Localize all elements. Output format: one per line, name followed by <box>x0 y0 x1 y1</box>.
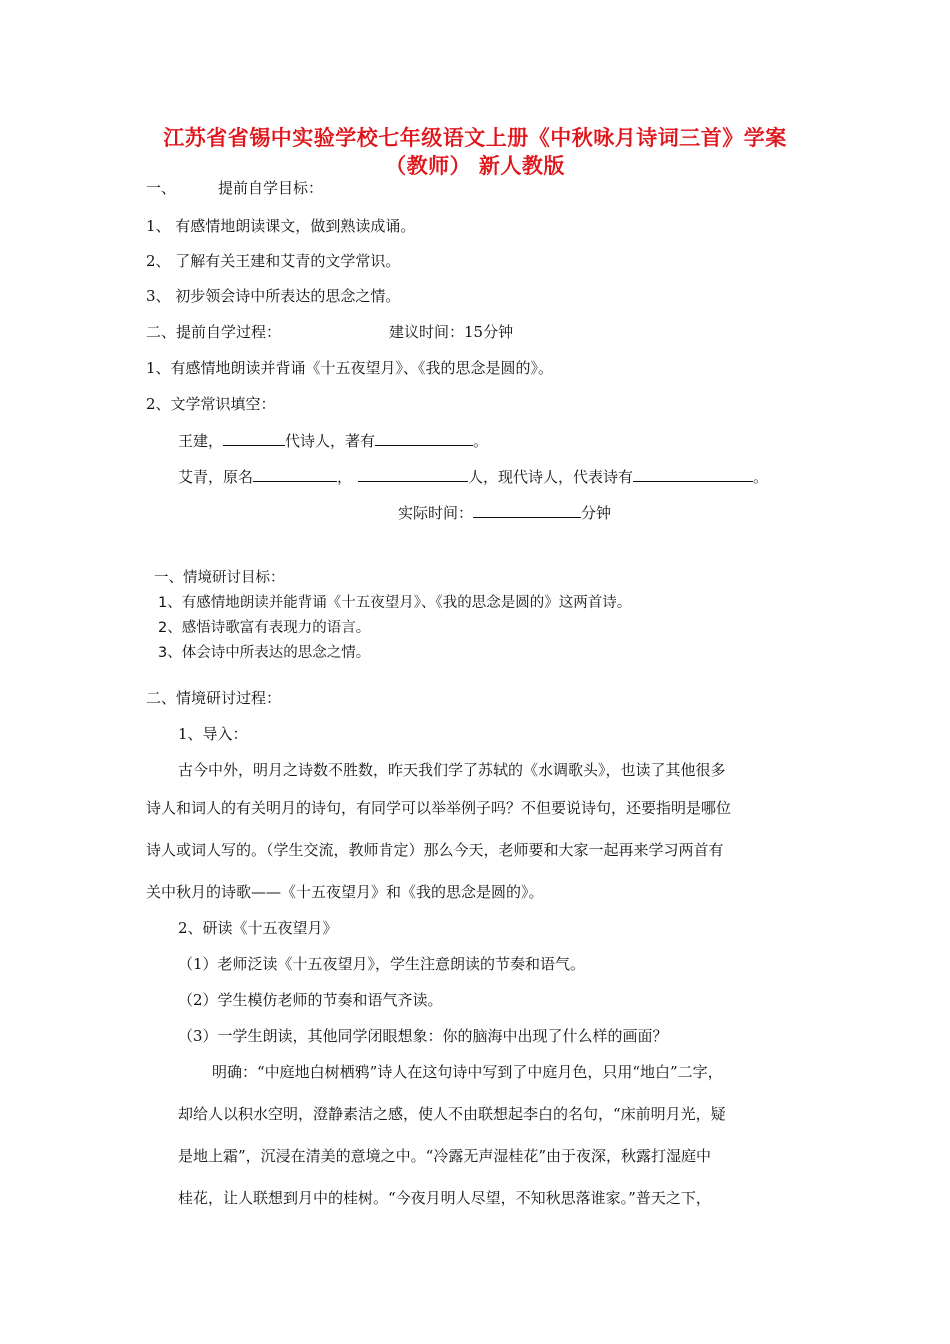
fill-text: 王建， <box>178 432 224 450</box>
actual-time <box>398 502 611 523</box>
pre-study-step-1: 1、有感情地朗读并背诵《十五夜望月》、《我的思念是圆的》。 <box>146 359 554 377</box>
fill-blank-dynasty[interactable] <box>223 430 285 446</box>
suggested-time: 建议时间：15分钟 <box>389 323 514 341</box>
document-title-line-1: 江苏省省锡中实验学校七年级语文上册《中秋咏月诗词三首》学案 <box>163 125 787 150</box>
process-heading-text: 二、提前自学过程： <box>146 323 282 341</box>
pre-study-goal-1: 1、 有感情地朗读课文，做到熟读成诵。 <box>146 217 416 235</box>
pre-study-process-heading <box>146 322 513 342</box>
intro-paragraph-line-2: 诗人和词人的有关明月的诗句，有同学可以举举例子吗？不但要说诗句，还要指明是哪位 <box>146 799 732 817</box>
answer-line-2: 却给人以积水空明，澄静素洁之感，使人不由联想起李白的名句，“床前明月光，疑 <box>178 1105 726 1123</box>
fill-text: 。 <box>473 432 489 450</box>
document-title-line-2: （教师） 新人教版 <box>385 153 565 178</box>
fill-in-wangjian <box>178 430 488 451</box>
heading-number: 一、 <box>146 179 177 197</box>
answer-line-1: 明确：“中庭地白树栖鸦”诗人在这句诗中写到了中庭月色，只用“地白”二字， <box>212 1063 723 1081</box>
fill-blank-hometown[interactable] <box>358 466 468 482</box>
pre-study-goal-3: 3、 初步领会诗中所表达的思念之情。 <box>146 287 401 305</box>
actual-time-label: 实际时间： <box>398 504 474 522</box>
pre-study-step-2: 2、文学常识填空： <box>146 395 276 413</box>
fill-blank-works[interactable] <box>375 430 473 446</box>
study-step-2: （2）学生模仿老师的节奏和语气齐读。 <box>178 991 443 1009</box>
intro-paragraph-line-3: 诗人或词人写的。（学生交流，教师肯定）那么今天，老师要和大家一起再来学习两首有 <box>146 841 724 859</box>
intro-paragraph-line-1: 古今中外，明月之诗数不胜数，昨天我们学了苏轼的《水调歌头》，也读了其他很多 <box>178 761 726 779</box>
fill-text: 人，现代诗人，代表诗有 <box>468 468 634 486</box>
situation-goal-3: 3、体会诗中所表达的思念之情。 <box>158 645 371 661</box>
intro-paragraph-line-4: 关中秋月的诗歌——《十五夜望月》和《我的思念是圆的》。 <box>146 883 544 901</box>
situation-goal-2: 2、感悟诗歌富有表现力的语言。 <box>158 620 371 636</box>
fill-blank-representative-works[interactable] <box>633 466 753 482</box>
actual-time-unit: 分钟 <box>581 504 612 522</box>
situation-process-heading: 二、情境研讨过程： <box>146 689 282 707</box>
study-poem-heading: 2、研读《十五夜望月》 <box>178 919 338 937</box>
study-step-3: （3）一学生朗读，其他同学闭眼想象：你的脑海中出现了什么样的画面？ <box>178 1027 668 1045</box>
fill-text: ， <box>337 468 353 486</box>
fill-blank-original-name[interactable] <box>253 466 337 482</box>
heading-text: 提前自学目标： <box>218 179 324 197</box>
fill-in-aiqing <box>178 466 768 487</box>
answer-line-3: 是地上霜”，沉浸在清美的意境之中。“冷露无声湿桂花”由于夜深，秋露打湿庭中 <box>178 1147 712 1165</box>
study-step-1: （1）老师泛读《十五夜望月》，学生注意朗读的节奏和语气。 <box>178 955 586 973</box>
situation-goal-1: 1、有感情地朗读并能背诵《十五夜望月》、《我的思念是圆的》这两首诗。 <box>158 595 632 611</box>
situation-goals-heading: 一、情境研讨目标： <box>154 570 285 586</box>
fill-text: 艾青，原名 <box>178 468 254 486</box>
fill-text: 代诗人，著有 <box>285 432 376 450</box>
fill-text: 。 <box>753 468 769 486</box>
pre-study-goal-2: 2、 了解有关王建和艾青的文学常识。 <box>146 252 401 270</box>
pre-study-goals-heading <box>146 178 323 198</box>
intro-heading: 1、导入： <box>178 725 248 743</box>
fill-blank-actual-time[interactable] <box>473 502 581 518</box>
answer-line-4: 桂花，让人联想到月中的桂树。“今夜月明人尽望，不知秋思落谁家。”普天之下， <box>178 1189 711 1207</box>
